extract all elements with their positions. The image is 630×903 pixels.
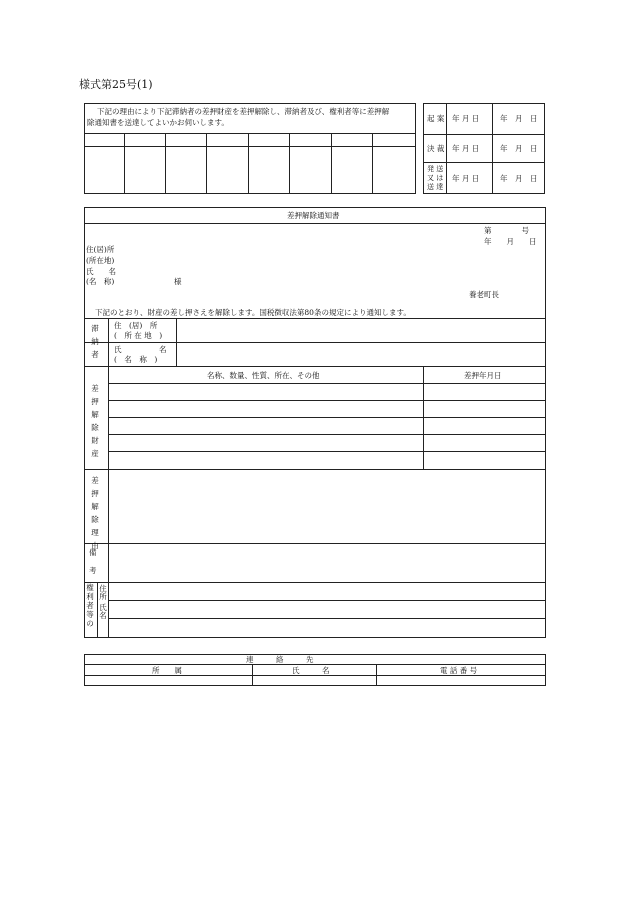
rights-name-label: 氏名	[99, 603, 107, 620]
issuer: 養老町長	[469, 290, 499, 299]
decision-date: 年 月 日	[452, 144, 480, 153]
remarks-label-2: 考	[89, 566, 97, 575]
draft-date-2: 年 月 日	[500, 114, 538, 123]
request-text-line1: 下記の理由により下記滞納者の差押財産を差押解除し、滞納者及び、権利者等に差押解	[97, 107, 390, 116]
send-date: 年 月 日	[452, 174, 480, 183]
send-date-2: 年 月 日	[500, 174, 538, 183]
name-label: 氏 名	[86, 267, 116, 276]
property-header: 名称、数量、性質、所在、その他	[207, 371, 320, 380]
remarks-label-1: 備	[89, 548, 97, 557]
contact-title: 連 絡 先	[246, 655, 314, 664]
delinquent-label: 滞納者	[91, 324, 99, 359]
send-label-1: 発 送	[427, 165, 444, 173]
address-label: 住(居)所	[86, 245, 115, 254]
rights-address-label: 住所	[99, 584, 107, 601]
notice-statement: 下記のとおり、財産の差し押さえを解除します。国税徴収法第80条の規定により通知します。	[95, 308, 411, 317]
location-label: (所在地)	[86, 256, 115, 265]
delinquent-location-label: ( 所 在 地 )	[114, 331, 163, 340]
decision-date-2: 年 月 日	[500, 144, 538, 153]
approval-request-box	[84, 103, 416, 194]
delinquent-name-label: 氏 名	[114, 345, 167, 354]
delinquent-entity-label: ( 名 称 )	[114, 355, 158, 364]
send-label-3: 送 達	[427, 183, 444, 191]
seizure-date-header: 差押年月日	[464, 371, 502, 380]
honorific: 様	[174, 277, 182, 286]
draft-date: 年 月 日	[452, 114, 480, 123]
decision-label: 決 裁	[427, 144, 445, 153]
contact-phone-header: 電 話 番 号	[440, 666, 478, 675]
draft-label: 起 案	[427, 114, 445, 123]
notice-title: 差押解除通知書	[287, 211, 340, 220]
form-number: 様式第25号(1)	[79, 78, 153, 91]
notice-frame	[84, 207, 546, 638]
notice-date: 年 月 日	[484, 237, 537, 246]
reason-label: 差押解除理由	[91, 476, 99, 550]
delinquent-address-label: 住 (居) 所	[114, 321, 158, 330]
rights-holder-label: 権利者等の	[86, 583, 94, 628]
request-text-line2: 除通知書を送達してよいかお伺いします。	[87, 118, 229, 127]
send-label-2: 又 は	[427, 174, 444, 182]
notice-number: 第 号	[484, 226, 529, 235]
entity-name-label: (名 称)	[86, 277, 115, 286]
property-label: 差押解除財産	[91, 384, 99, 458]
contact-name-header: 氏 名	[292, 666, 330, 675]
contact-department-header: 所 属	[152, 666, 182, 675]
